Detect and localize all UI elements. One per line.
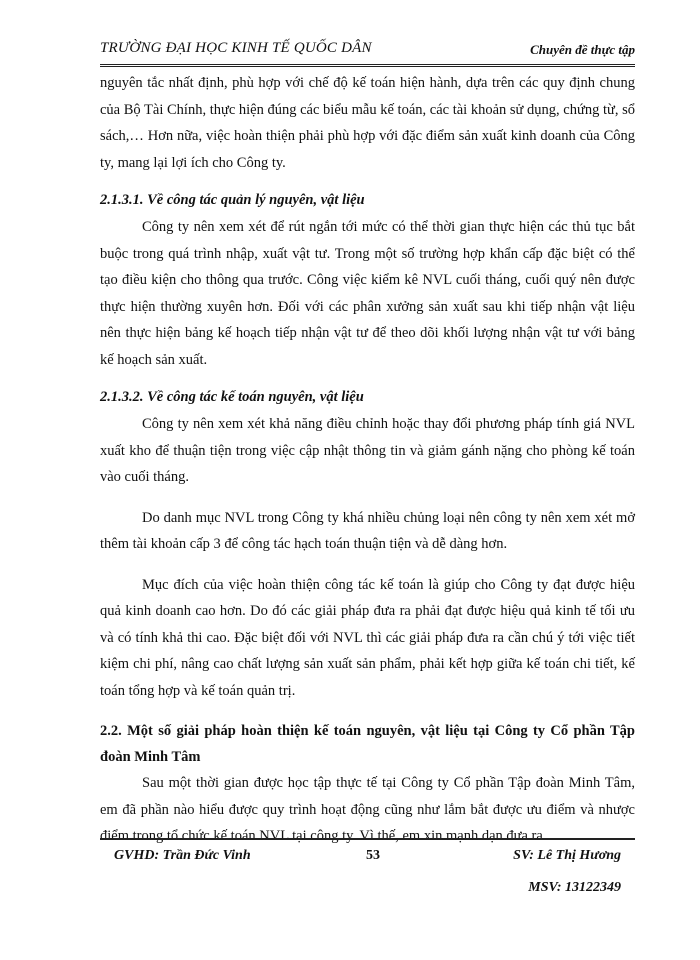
- heading-2-1-3-1: 2.1.3.1. Về công tác quản lý nguyên, vật liệu: [100, 192, 365, 208]
- page-header: [100, 38, 635, 67]
- student-name: SV: Lê Thị Hương: [513, 848, 621, 863]
- heading-2-2: 2.2. Một số giải pháp hoàn thiện kế toán nguyên, vật liệu tại Công ty Cổ phần Tập đoàn Minh Tâm: [100, 723, 635, 765]
- paragraph-2-1-3-2-c: Mục đích của việc hoàn thiện công tác kế toán là giúp cho Công ty đạt được hiệu quả kinh doanh cao hơn. Do đó các giải pháp đưa ra phải đạt được hiệu quả kinh tế tối ưu và có tính khả thi cao. Đặc biệt đối với NVL thì các giải pháp đưa ra cần chú ý tới việc tiết kiệm chi phí, nâng cao chất lượng sản xuất sản phẩm, phải kết hợp giữa kế toán chi tiết, kế toán tổng hợp và kế toán quản trị.: [100, 576, 635, 699]
- paragraph-2-1-3-2-b: Do danh mục NVL trong Công ty khá nhiều chủng loại nên công ty nên xem xét mở thêm tài khoản cấp 3 để công tác hạch toán thuận tiện và dễ dàng hơn.: [100, 509, 635, 552]
- page-footer: [100, 838, 635, 895]
- school-name: TRƯỜNG ĐẠI HỌC KINH TẾ QUỐC DÂN: [100, 40, 372, 56]
- paragraph-2-2: Sau một thời gian được học tập thực tế tại Công ty Cổ phần Tập đoàn Minh Tâm, em đã phần nào hiểu được quy trình hoạt động cũng như lắm bắt được ưu điểm và nhược điểm trong tổ chức kế toán NVL tại công ty. Vì thế, em xin mạnh dạn đưa ra: [100, 775, 635, 844]
- paragraph-2-1-3-2-a: Công ty nên xem xét khả năng điều chỉnh hoặc thay đổi phương pháp tính giá NVL xuất kho để thuận tiện trong việc cập nhật thông tin và giảm gánh nặng cho phòng kế toán vào cuối tháng.: [100, 416, 635, 485]
- document-type: Chuyên đề thực tập: [530, 42, 635, 57]
- page-body: [100, 70, 635, 850]
- paragraph-intro: nguyên tắc nhất định, phù hợp với chế độ kế toán hiện hành, dựa trên các quy định chung của Bộ Tài Chính, thực hiện đúng các biểu mẫu kế toán, các tài khoản sử dụng, chứng từ, sổ sách,… Hơn nữa, việc hoàn thiện phải phù hợp với đặc điểm sản xuất kinh doanh của Công ty, mang lại lợi ích cho Công ty.: [100, 75, 635, 171]
- student-id: MSV: 13122349: [528, 880, 621, 895]
- page-number: 53: [366, 848, 380, 863]
- paragraph-2-1-3-1: Công ty nên xem xét để rút ngắn tới mức có thể thời gian thực hiện các thủ tục bắt buộc trong quá trình nhập, xuất vật tư. Trong một số trường hợp khẩn cấp đặc biệt có thể tạo điều kiện cho thông qua trước. Công việc kiểm kê NVL cuối tháng, cuối quý nên được thực hiện thường xuyên hơn. Đối với các phân xưởng sản xuất sau khi tiếp nhận vật liệu nên thực hiện bảng kế hoạch tiếp nhận vật tư để theo dõi khối lượng nhận vật tư với bảng kế hoạch sản xuất.: [100, 219, 635, 368]
- heading-2-1-3-2: 2.1.3.2. Về công tác kế toán nguyên, vật liệu: [100, 389, 364, 405]
- supervisor-name: GVHD: Trần Đức Vinh: [114, 848, 251, 863]
